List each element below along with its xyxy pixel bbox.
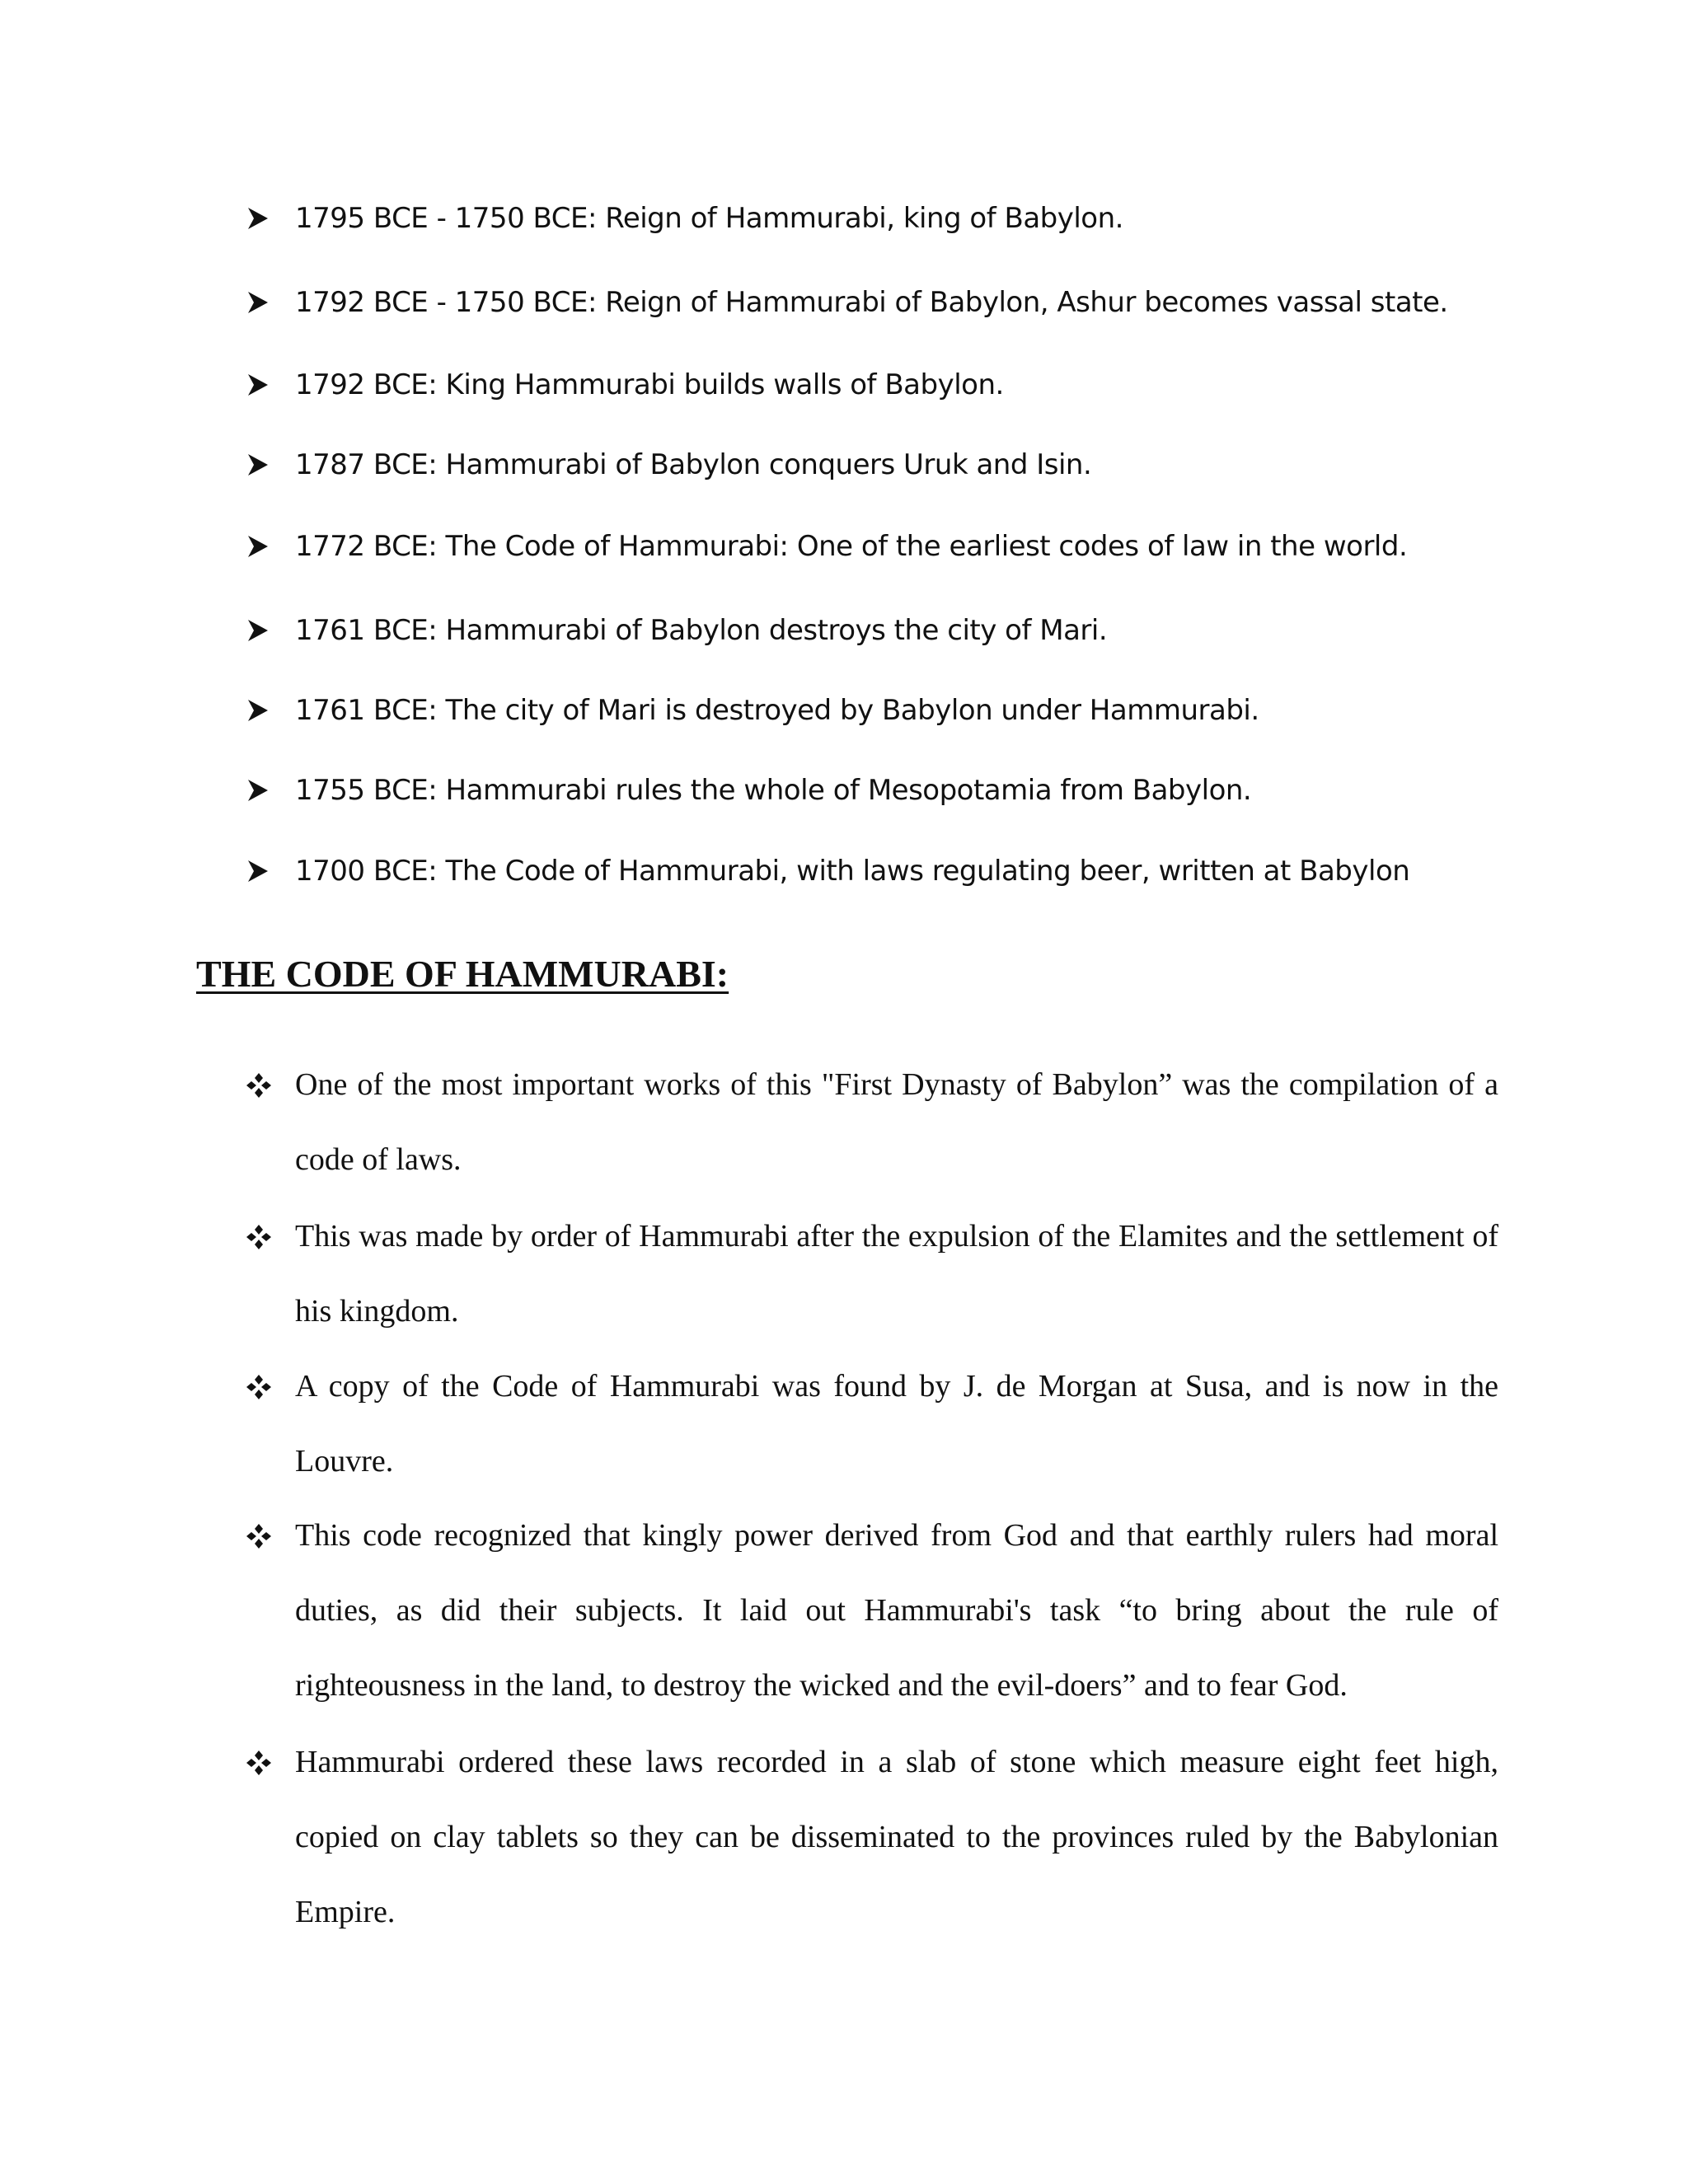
timeline-item-text: 1761 BCE: Hammurabi of Babylon destroys the city of Mari. bbox=[295, 614, 1108, 647]
timeline-item-text: 1792 BCE: King Hammurabi builds walls of Babylon. bbox=[295, 368, 1004, 401]
timeline-item-text: 1772 BCE: The Code of Hammurabi: One of the earliest codes of law in the world. bbox=[295, 530, 1408, 563]
section-heading: THE CODE OF HAMMURABI: bbox=[196, 953, 729, 995]
timeline-item-text: 1700 BCE: The Code of Hammurabi, with laws regulating beer, written at Babylon bbox=[295, 855, 1410, 888]
timeline-item-text: 1755 BCE: Hammurabi rules the whole of Mesopotamia from Babylon. bbox=[295, 774, 1252, 807]
code-point-text: One of the most important works of this "First Dynasty of Babylon” was the compilation of a code of laws. bbox=[295, 1067, 1498, 1177]
timeline-item-text: 1787 BCE: Hammurabi of Babylon conquers Uruk and Isin. bbox=[295, 448, 1092, 481]
four-diamond-bullet-icon bbox=[246, 1374, 272, 1400]
code-point-text: This code recognized that kingly power derived from God and that earthly rulers had moral duties, as did their subjects. It laid out Hammurabi's task “to bring about the rule of righteousness in the land, to destroy the wicked and the evil-doers” and to fear God. bbox=[295, 1518, 1498, 1703]
timeline-item-text: 1761 BCE: The city of Mari is destroyed by Babylon under Hammurabi. bbox=[295, 694, 1259, 727]
four-diamond-bullet-icon bbox=[246, 1224, 272, 1250]
four-diamond-bullet-icon bbox=[246, 1750, 272, 1776]
code-point-text: Hammurabi ordered these laws recorded in a slab of stone which measure eight feet high, copied on clay tablets so they can be disseminated to the provinces ruled by the Babylonian Empire. bbox=[295, 1745, 1498, 1929]
four-diamond-bullet-icon bbox=[246, 1072, 272, 1099]
code-point-text: This was made by order of Hammurabi after the expulsion of the Elamites and the settlement of his kingdom. bbox=[295, 1219, 1498, 1329]
four-diamond-bullet-icon bbox=[246, 1523, 272, 1549]
code-point-text: A copy of the Code of Hammurabi was found by J. de Morgan at Susa, and is now in the Louvre. bbox=[295, 1369, 1498, 1479]
timeline-item-text: 1792 BCE - 1750 BCE: Reign of Hammurabi of Babylon, Ashur becomes vassal state. bbox=[295, 286, 1448, 319]
timeline-item-text: 1795 BCE - 1750 BCE: Reign of Hammurabi, king of Babylon. bbox=[295, 202, 1123, 235]
